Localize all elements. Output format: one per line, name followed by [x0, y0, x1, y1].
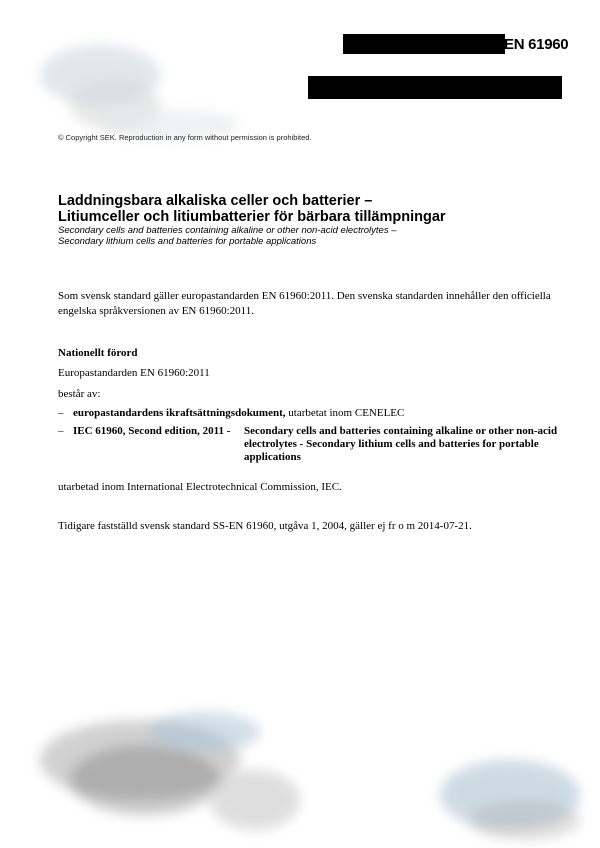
list-item-bold: europastandardens ikraftsättningsdokument, [73, 407, 286, 419]
title-swedish-line-2: Litiumceller och litiumbatterier för bärbara tillämpningar [58, 209, 446, 225]
foreword-line: Europastandarden EN 61960:2011 [58, 367, 210, 379]
list-item-text: utarbetat inom CENELEC [285, 407, 405, 419]
list-dash: – [58, 425, 64, 437]
redaction-bar-bottom [308, 76, 562, 99]
prepared-by-line: utarbetad inom International Electrotechnical Commission, IEC. [58, 481, 342, 493]
intro-paragraph: Som svensk standard gäller europastandarden EN 61960:2011. Den svenska standarden innehåller den officiella engelska språkversionen av EN 61960:2011. [58, 290, 551, 317]
copyright-notice: © Copyright SEK. Reproduction in any form without permission is prohibited. [58, 133, 312, 142]
previous-standard-line: Tidigare fastställd svensk standard SS-EN 61960, utgåva 1, 2004, gäller ej fr o m 2014-07-21. [58, 520, 472, 532]
title-english-line-1: Secondary cells and batteries containing alkaline or other non-acid electrolytes – [58, 225, 397, 236]
title-block [58, 193, 558, 247]
title-english-line-2: Secondary lithium cells and batteries for portable applications [58, 236, 317, 247]
foreword-heading: Nationellt förord [58, 347, 138, 359]
title-swedish-line-1: Laddningsbara alkaliska celler och batterier – [58, 193, 373, 209]
list-item-description: Secondary cells and batteries containing alkaline or other non-acid electrolytes - Secondary lithium cells and batteries for portable applications [244, 425, 558, 463]
list-dash: – [58, 407, 64, 419]
consists-of-label: består av: [58, 388, 101, 400]
list-item-label: IEC 61960, Second edition, 2011 - [73, 425, 231, 437]
standard-code: EN 61960 [504, 36, 569, 53]
redaction-bar-top [343, 34, 505, 54]
